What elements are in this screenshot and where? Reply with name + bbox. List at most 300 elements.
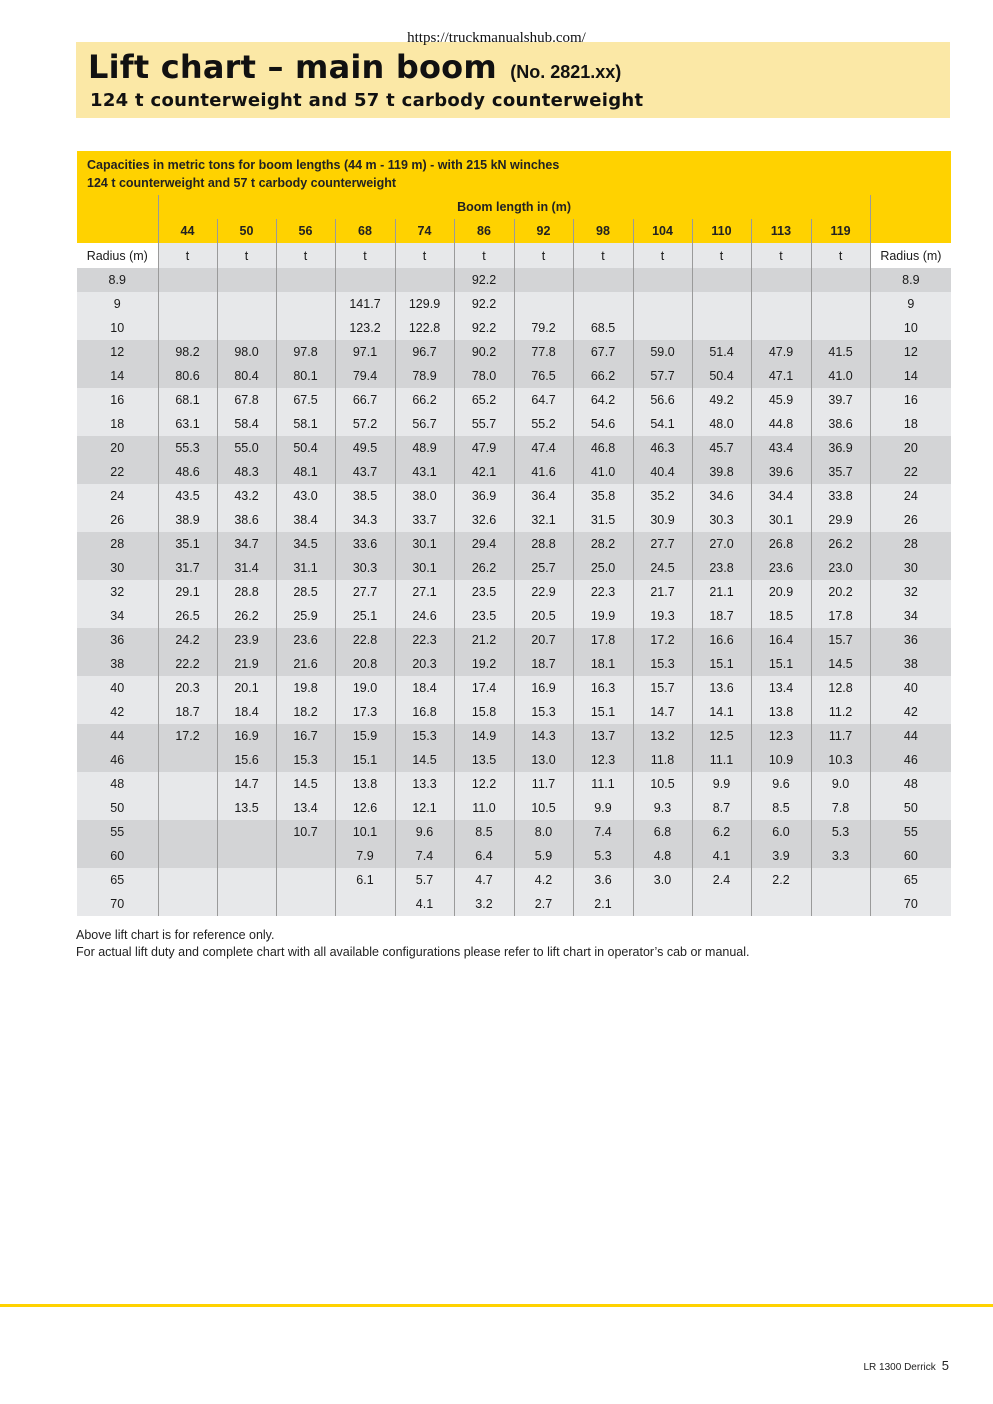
capacity-cell: 41.0 [573,460,633,484]
capacity-cell: 92.2 [454,316,514,340]
capacity-cell [158,868,217,892]
capacity-cell [217,316,276,340]
capacity-cell: 12.8 [811,676,870,700]
capacity-cell: 25.1 [335,604,395,628]
capacity-cell: 20.5 [514,604,573,628]
capacity-cell: 3.2 [454,892,514,916]
capacity-cell: 23.9 [217,628,276,652]
capacity-cell: 22.9 [514,580,573,604]
capacity-cell: 21.9 [217,652,276,676]
capacity-cell: 4.1 [395,892,454,916]
header-spacer-left [77,219,158,243]
radius-cell: 28 [77,532,158,556]
capacity-cell: 26.5 [158,604,217,628]
capacity-cell: 15.1 [751,652,811,676]
radius-cell: 30 [870,556,951,580]
capacity-cell: 31.7 [158,556,217,580]
boom-length-119: 119 [811,219,870,243]
capacity-cell: 80.6 [158,364,217,388]
unit-cell: t [751,243,811,268]
chart-number: (No. 2821.xx) [510,62,622,82]
capacity-cell: 30.1 [751,508,811,532]
capacity-cell: 19.2 [454,652,514,676]
capacity-cell: 123.2 [335,316,395,340]
capacity-cell [751,292,811,316]
capacity-cell: 36.9 [811,436,870,460]
capacity-cell: 39.6 [751,460,811,484]
capacity-cell: 78.0 [454,364,514,388]
radius-cell: 44 [77,724,158,748]
capacity-cell [276,292,335,316]
capacity-cell [158,292,217,316]
capacity-cell: 98.2 [158,340,217,364]
capacity-cell: 38.9 [158,508,217,532]
capacity-cell: 129.9 [395,292,454,316]
table-row [77,460,951,484]
radius-cell: 34 [77,604,158,628]
capacity-cell: 15.1 [692,652,751,676]
capacity-cell: 21.2 [454,628,514,652]
capacity-cell: 12.3 [573,748,633,772]
capacity-cell: 10.9 [751,748,811,772]
capacity-cell: 65.2 [454,388,514,412]
capacity-cell: 76.5 [514,364,573,388]
capacity-cell: 48.9 [395,436,454,460]
capacity-cell: 14.7 [217,772,276,796]
capacity-cell: 14.3 [514,724,573,748]
table-row [77,340,951,364]
capacity-cell [276,892,335,916]
capacity-cell: 35.1 [158,532,217,556]
capacity-cell: 18.4 [395,676,454,700]
capacity-cell: 34.3 [335,508,395,532]
capacity-cell: 39.7 [811,388,870,412]
capacity-cell: 35.7 [811,460,870,484]
capacity-cell: 18.4 [217,700,276,724]
capacity-cell: 25.0 [573,556,633,580]
capacity-cell: 47.1 [751,364,811,388]
radius-cell: 70 [870,892,951,916]
capacity-cell: 30.3 [335,556,395,580]
radius-cell: 42 [870,700,951,724]
capacity-cell [514,268,573,292]
capacity-cell: 79.2 [514,316,573,340]
radius-cell: 18 [77,412,158,436]
capacity-cell: 13.4 [751,676,811,700]
capacity-cell: 58.4 [217,412,276,436]
header-spacer-right [870,195,951,219]
capacity-cell: 15.6 [217,748,276,772]
capacity-cell: 15.1 [335,748,395,772]
capacity-cell: 47.9 [454,436,514,460]
capacity-cell [158,844,217,868]
radius-cell: 12 [870,340,951,364]
capacity-cell: 80.4 [217,364,276,388]
capacity-cell [692,292,751,316]
capacity-cell: 5.3 [811,820,870,844]
radius-cell: 14 [870,364,951,388]
table-row [77,268,951,292]
capacity-cell [276,268,335,292]
capacity-cell [811,268,870,292]
capacity-cell [335,268,395,292]
capacity-cell: 11.2 [811,700,870,724]
radius-cell: 38 [77,652,158,676]
capacity-cell: 13.5 [454,748,514,772]
capacity-cell: 10.1 [335,820,395,844]
capacity-cell: 46.3 [633,436,692,460]
capacity-cell: 10.5 [514,796,573,820]
capacity-cell: 19.8 [276,676,335,700]
capacity-cell: 45.9 [751,388,811,412]
boom-length-92: 92 [514,219,573,243]
capacity-cell: 22.2 [158,652,217,676]
capacity-cell: 18.1 [573,652,633,676]
radius-cell: 24 [870,484,951,508]
capacity-cell: 33.6 [335,532,395,556]
table-caption [77,151,951,195]
capacity-cell: 55.2 [514,412,573,436]
capacity-cell: 28.8 [514,532,573,556]
header-spacer-right [870,219,951,243]
capacity-cell: 18.7 [158,700,217,724]
boom-length-56: 56 [276,219,335,243]
capacity-cell: 11.1 [692,748,751,772]
capacity-cell: 3.6 [573,868,633,892]
radius-cell: 48 [870,772,951,796]
capacity-cell: 43.7 [335,460,395,484]
boom-length-68: 68 [335,219,395,243]
radius-cell: 36 [870,628,951,652]
capacity-cell: 98.0 [217,340,276,364]
capacity-cell: 24.5 [633,556,692,580]
capacity-cell: 24.6 [395,604,454,628]
radius-cell: 38 [870,652,951,676]
note-reference: Above lift chart is for reference only. [76,928,275,942]
capacity-cell: 31.5 [573,508,633,532]
capacity-cell: 11.7 [811,724,870,748]
capacity-cell: 29.4 [454,532,514,556]
capacity-cell: 5.9 [514,844,573,868]
capacity-cell: 30.1 [395,556,454,580]
capacity-cell: 57.2 [335,412,395,436]
capacity-cell [217,844,276,868]
capacity-cell: 12.5 [692,724,751,748]
radius-cell: 32 [77,580,158,604]
capacity-cell: 36.4 [514,484,573,508]
page-number: 5 [941,1358,949,1373]
table-row [77,676,951,700]
table-row [77,724,951,748]
capacity-cell: 22.8 [335,628,395,652]
table-row [77,772,951,796]
capacity-cell: 35.2 [633,484,692,508]
capacity-cell: 22.3 [573,580,633,604]
capacity-cell: 49.2 [692,388,751,412]
radius-cell: 40 [870,676,951,700]
radius-cell: 26 [77,508,158,532]
capacity-cell: 38.4 [276,508,335,532]
capacity-cell: 19.0 [335,676,395,700]
table-row [77,700,951,724]
table-row [77,796,951,820]
unit-cell: t [217,243,276,268]
capacity-cell [158,316,217,340]
capacity-cell: 31.4 [217,556,276,580]
capacity-cell: 9.3 [633,796,692,820]
capacity-cell: 15.9 [335,724,395,748]
capacity-cell: 4.2 [514,868,573,892]
capacity-cell: 44.8 [751,412,811,436]
capacity-cell: 10.7 [276,820,335,844]
capacity-cell: 55.7 [454,412,514,436]
capacity-cell: 59.0 [633,340,692,364]
capacity-cell: 18.2 [276,700,335,724]
radius-cell: 42 [77,700,158,724]
radius-cell: 65 [870,868,951,892]
capacity-cell: 18.7 [514,652,573,676]
table-row [77,628,951,652]
capacity-cell: 45.7 [692,436,751,460]
capacity-cell [573,292,633,316]
page-subtitle: 124 t counterweight and 57 t carbody counterweight [90,90,644,111]
capacity-cell [751,316,811,340]
capacity-cell: 15.7 [811,628,870,652]
capacity-cell: 33.8 [811,484,870,508]
radius-cell: 28 [870,532,951,556]
capacity-cell: 28.5 [276,580,335,604]
radius-cell: 9 [870,292,951,316]
capacity-cell [751,268,811,292]
capacity-cell: 47.9 [751,340,811,364]
capacity-cell: 10.5 [633,772,692,796]
boom-length-110: 110 [692,219,751,243]
capacity-cell: 68.5 [573,316,633,340]
capacity-cell: 38.6 [217,508,276,532]
capacity-cell: 14.5 [395,748,454,772]
capacity-cell: 13.4 [276,796,335,820]
unit-cell: t [692,243,751,268]
capacity-cell: 7.4 [573,820,633,844]
capacity-cell: 97.8 [276,340,335,364]
table-row [77,532,951,556]
capacity-cell: 55.0 [217,436,276,460]
radius-cell: 70 [77,892,158,916]
capacity-cell: 11.0 [454,796,514,820]
boom-length-98: 98 [573,219,633,243]
capacity-cell: 20.1 [217,676,276,700]
capacity-cell [514,292,573,316]
radius-cell: 34 [870,604,951,628]
boom-length-label: Boom length in (m) [158,195,870,219]
radius-cell: 46 [870,748,951,772]
capacity-cell: 21.6 [276,652,335,676]
radius-cell: 26 [870,508,951,532]
capacity-cell: 24.2 [158,628,217,652]
capacity-cell: 67.5 [276,388,335,412]
capacity-cell: 77.8 [514,340,573,364]
capacity-cell: 67.8 [217,388,276,412]
capacity-cell: 48.0 [692,412,751,436]
boom-length-86: 86 [454,219,514,243]
capacity-cell [692,892,751,916]
unit-cell: t [811,243,870,268]
capacity-cell [158,748,217,772]
table-row [77,436,951,460]
radius-cell: 22 [870,460,951,484]
capacity-cell [811,892,870,916]
capacity-cell [217,820,276,844]
capacity-cell: 80.1 [276,364,335,388]
capacity-cell: 43.4 [751,436,811,460]
capacity-cell: 41.5 [811,340,870,364]
capacity-cell: 23.5 [454,580,514,604]
capacity-cell: 25.7 [514,556,573,580]
capacity-cell: 15.3 [276,748,335,772]
capacity-cell [633,292,692,316]
radius-cell: 30 [77,556,158,580]
capacity-cell: 43.5 [158,484,217,508]
capacity-cell [276,316,335,340]
capacity-cell: 43.2 [217,484,276,508]
capacity-cell: 11.7 [514,772,573,796]
capacity-cell: 30.9 [633,508,692,532]
page-title-text: Lift chart – main boom [88,48,497,86]
table-row [77,844,951,868]
capacity-cell: 15.8 [454,700,514,724]
unit-cell: t [514,243,573,268]
capacity-cell: 41.0 [811,364,870,388]
capacity-cell: 7.8 [811,796,870,820]
capacity-cell: 46.8 [573,436,633,460]
source-url[interactable]: https://truckmanualshub.com/ [407,30,586,46]
capacity-cell: 38.5 [335,484,395,508]
capacity-cell: 50.4 [276,436,335,460]
capacity-cell: 16.9 [217,724,276,748]
capacity-cell: 20.3 [395,652,454,676]
capacity-cell: 6.4 [454,844,514,868]
capacity-cell: 6.8 [633,820,692,844]
capacity-cell: 13.8 [751,700,811,724]
capacity-cell [158,892,217,916]
capacity-cell: 27.0 [692,532,751,556]
capacity-cell: 64.2 [573,388,633,412]
capacity-cell: 33.7 [395,508,454,532]
boom-length-104: 104 [633,219,692,243]
capacity-cell: 9.0 [811,772,870,796]
unit-cell: t [276,243,335,268]
capacity-cell [811,292,870,316]
capacity-cell: 13.2 [633,724,692,748]
capacity-cell: 20.2 [811,580,870,604]
radius-label-left: Radius (m) [77,243,158,268]
unit-cell: t [158,243,217,268]
capacity-cell: 3.3 [811,844,870,868]
capacity-cell: 36.9 [454,484,514,508]
capacity-cell: 67.7 [573,340,633,364]
capacity-cell: 23.6 [276,628,335,652]
radius-cell: 22 [77,460,158,484]
radius-cell: 36 [77,628,158,652]
table-row [77,292,951,316]
capacity-cell: 23.8 [692,556,751,580]
boom-length-113: 113 [751,219,811,243]
radius-cell: 55 [77,820,158,844]
capacity-cell: 54.1 [633,412,692,436]
unit-cell: t [395,243,454,268]
capacity-cell: 30.3 [692,508,751,532]
unit-cell: t [335,243,395,268]
radius-cell: 16 [870,388,951,412]
capacity-cell: 19.3 [633,604,692,628]
capacity-cell [217,892,276,916]
capacity-cell: 63.1 [158,412,217,436]
capacity-cell: 19.9 [573,604,633,628]
capacity-cell: 20.9 [751,580,811,604]
capacity-cell: 23.0 [811,556,870,580]
capacity-cell [633,268,692,292]
capacity-cell: 27.7 [633,532,692,556]
capacity-cell: 16.7 [276,724,335,748]
capacity-cell [217,868,276,892]
boom-length-74: 74 [395,219,454,243]
table-row [77,652,951,676]
capacity-cell: 31.1 [276,556,335,580]
capacity-cell: 27.1 [395,580,454,604]
capacity-cell: 122.8 [395,316,454,340]
capacity-cell: 34.7 [217,532,276,556]
capacity-cell: 43.0 [276,484,335,508]
capacity-cell [276,844,335,868]
capacity-cell: 28.8 [217,580,276,604]
capacity-cell: 20.7 [514,628,573,652]
capacity-cell [633,316,692,340]
radius-cell: 10 [77,316,158,340]
radius-cell: 60 [77,844,158,868]
capacity-cell [573,268,633,292]
capacity-cell: 2.4 [692,868,751,892]
capacity-cell: 8.5 [454,820,514,844]
capacity-cell: 15.7 [633,676,692,700]
capacity-cell: 55.3 [158,436,217,460]
capacity-cell: 58.1 [276,412,335,436]
capacity-cell: 26.2 [811,532,870,556]
capacity-cell: 17.2 [633,628,692,652]
capacity-cell: 92.2 [454,292,514,316]
radius-label-right: Radius (m) [870,243,951,268]
capacity-cell: 4.1 [692,844,751,868]
capacity-cell: 14.7 [633,700,692,724]
capacity-cell: 25.9 [276,604,335,628]
boom-length-header-row [77,195,951,219]
capacity-cell: 9.9 [573,796,633,820]
capacity-cell: 6.2 [692,820,751,844]
radius-cell: 24 [77,484,158,508]
capacity-cell: 22.3 [395,628,454,652]
table-row [77,412,951,436]
radius-cell: 32 [870,580,951,604]
capacity-cell [158,772,217,796]
capacity-cell: 38.0 [395,484,454,508]
unit-cell: t [573,243,633,268]
radius-cell: 55 [870,820,951,844]
note-refer-manual: For actual lift duty and complete chart with all available configurations please refer to lift chart in operator’s cab or manual. [76,944,750,959]
radius-cell: 65 [77,868,158,892]
capacity-cell: 92.2 [454,268,514,292]
table-row [77,388,951,412]
capacity-cell: 42.1 [454,460,514,484]
capacity-cell: 11.8 [633,748,692,772]
